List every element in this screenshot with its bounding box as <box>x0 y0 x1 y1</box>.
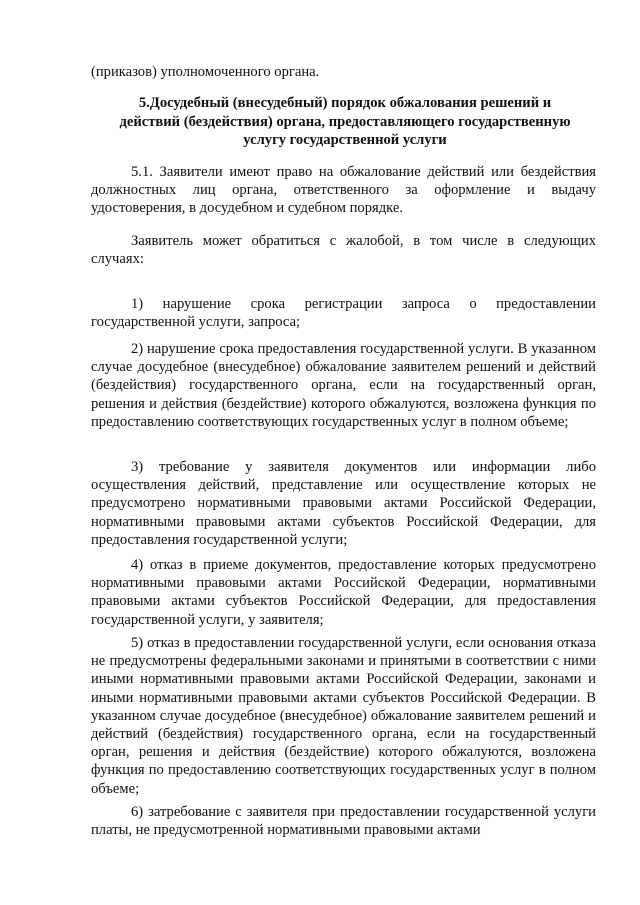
lead-line: (приказов) уполномоченного органа. <box>91 64 320 80</box>
paragraph-case-5: 5) отказ в предоставлении государственной услуги, если основания отказа не предусмотрены федеральными законами и принятыми в соответствии с ними иными нормативными правовыми актами Российской Федерации, законами и иными нормативными правовыми актами субъектов Российской Федерации. В указанном случае досудебное (внесудебное) обжалование заявителем решений и действий (бездействия) государственного органа, если на государственный орган, решения и действия (бездействие) которого обжалуются, возложена функция по предоставлению соответствующих государственных услуг в полном объеме; <box>91 635 596 797</box>
paragraph-case-6: 6) затребование с заявителя при предоставлении государственной услуги платы, не предусмотренной нормативными правовыми актами <box>91 804 596 839</box>
paragraph-intro-cases: Заявитель может обратиться с жалобой, в том числе в следующих случаях: <box>91 233 596 268</box>
paragraph-case-4: 4) отказ в приеме документов, предоставление которых предусмотрено нормативными правовыми актами Российской Федерации, нормативными правовыми актами субъектов Российской Федерации, для предоставления государственной услуги, у заявителя; <box>91 557 596 628</box>
paragraph-case-1: 1) нарушение срока регистрации запроса о предоставлении государственной услуги, запроса; <box>91 296 596 331</box>
paragraph-5-1: 5.1. Заявители имеют право на обжалование действий или бездействия должностных лиц органа, ответственного за оформление и выдачу удостоверения, в досудебном и судебном порядке. <box>91 164 596 217</box>
section-heading: 5.Досудебный (внесудебный) порядок обжалования решений и действий (бездействия) органа, предоставляющего государственную услугу государственной услуги <box>119 95 571 148</box>
paragraph-case-3: 3) требование у заявителя документов или информации либо осуществления действий, представление или осуществление которых не предусмотрено нормативными правовыми актами Российской Федерации, нормативными правовыми актами субъектов Российской Федерации, для предоставления государственной услуги; <box>91 459 596 548</box>
paragraph-case-2: 2) нарушение срока предоставления государственной услуги. В указанном случае досудебное (внесудебное) обжалование заявителем решений и действий (бездействия) государственного органа, если на государственный орган, решения и действия (бездействие) которого обжалуются, возложена функция по предоставлению соответствующих государственных услуг в полном объеме; <box>91 341 596 430</box>
